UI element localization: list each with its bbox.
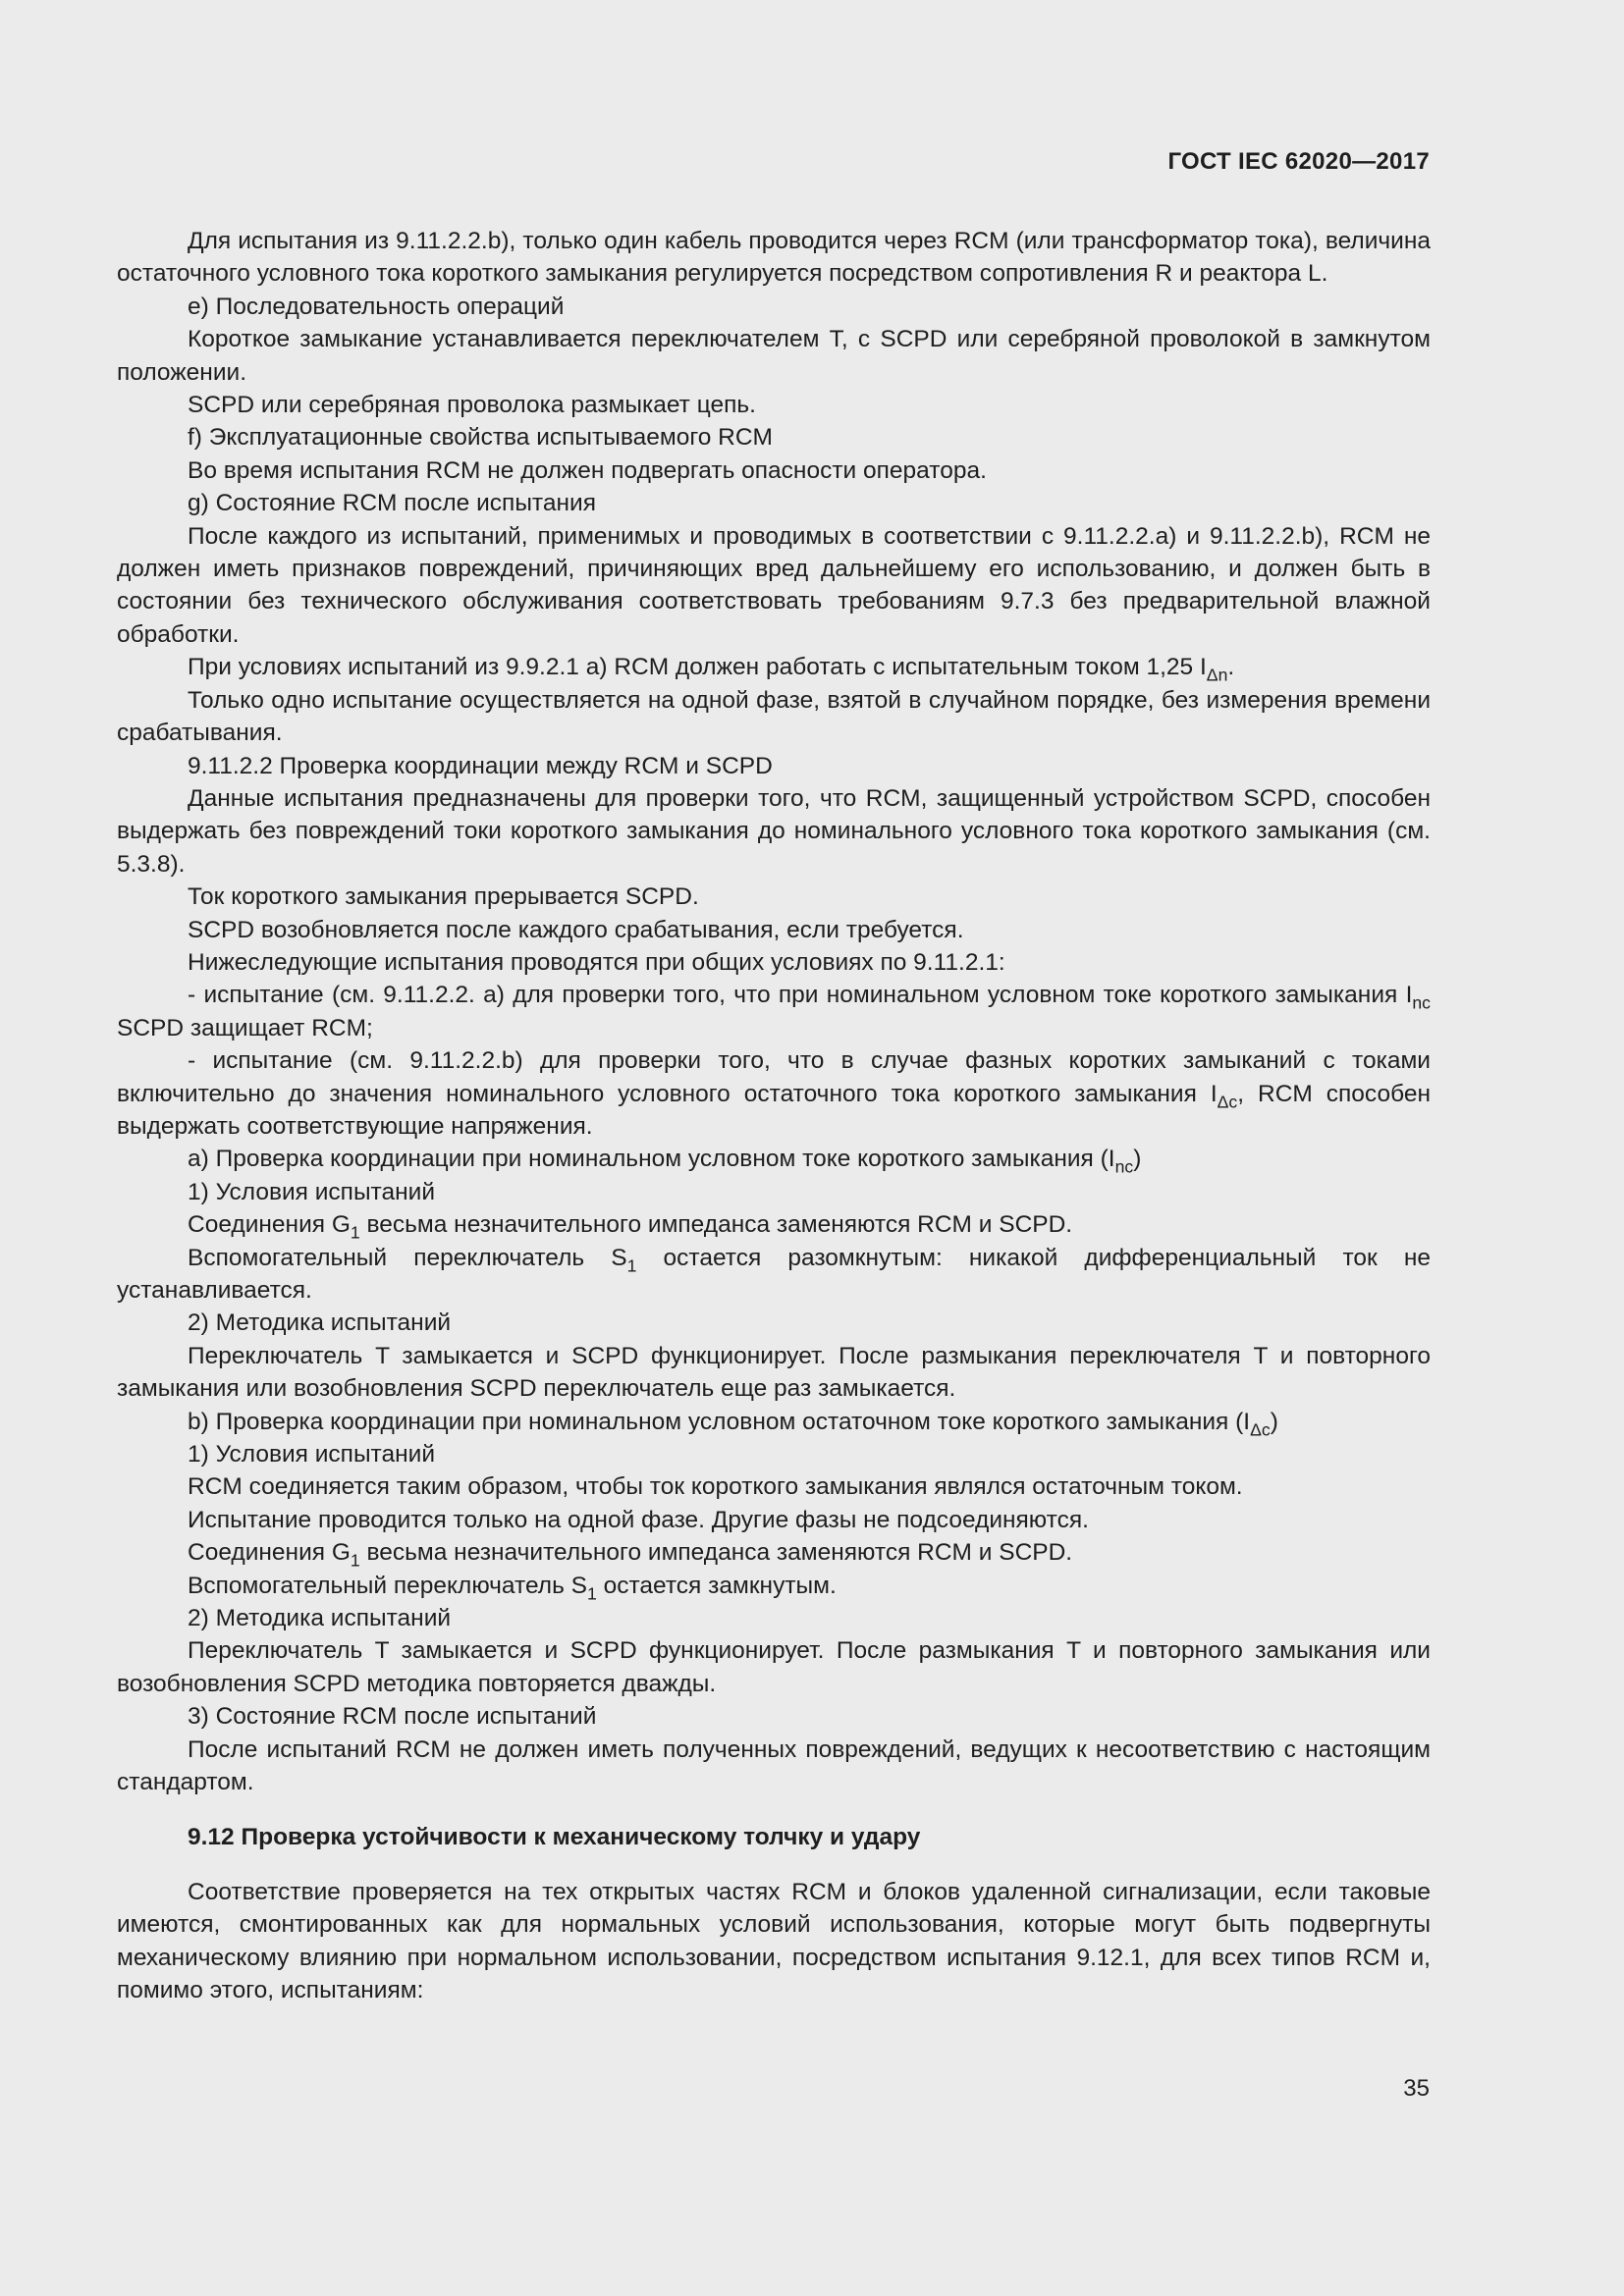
- paragraph-text: Соединения G: [188, 1539, 351, 1567]
- paragraph-text: остается замкнутым.: [596, 1572, 837, 1599]
- paragraph-text: - испытание (см. 9.11.2.2.b) для проверки того, что в случае фазных коротких замыканий с токами включительно до значения номинального условного остаточного тока короткого замыкания I: [117, 1047, 1431, 1107]
- paragraph: Во время испытания RCM не должен подвергать опасности оператора.: [188, 456, 987, 484]
- document-body: [117, 225, 1431, 2007]
- paragraph: [117, 1208, 1431, 1241]
- paragraph: Переключатель T замыкается и SCPD функционирует. После размыкания переключателя T и повторного замыкания или возобновления SCPD переключатель еще раз замыкается.: [117, 1342, 1431, 1403]
- paragraph: g) Состояние RCM после испытания: [188, 490, 596, 517]
- paragraph: [117, 1242, 1431, 1308]
- page-number: 35: [1403, 2075, 1430, 2102]
- paragraph: Соответствие проверяется на тех открытых частях RCM и блоков удаленной сигнализации, если таковые имеются, смонтированных как для нормальных условий использования, которые могут быть подвергнуты механическому влиянию при нормальном использовании, посредством испытания 9.12.1, для всех типов RCM и, помимо этого, испытаниям:: [117, 1878, 1431, 2004]
- subscript: 1: [586, 1583, 597, 1604]
- subscript: nc: [1412, 993, 1431, 1014]
- paragraph-text: весьма незначительного импеданса заменяются RCM и SCPD.: [359, 1539, 1073, 1567]
- paragraph-text: b) Проверка координации при номинальном условном остаточном токе короткого замыкания (I: [188, 1408, 1251, 1435]
- paragraph: SCPD или серебряная проволока размыкает цепь.: [188, 392, 756, 419]
- subscript: 1: [350, 1550, 360, 1571]
- paragraph: [117, 1143, 1431, 1178]
- paragraph-text: весьма незначительного импеданса заменяются RCM и SCPD.: [359, 1211, 1073, 1239]
- paragraph-text: .: [1227, 654, 1235, 681]
- subscript: Δc: [1217, 1092, 1238, 1112]
- paragraph: 9.11.2.2 Проверка координации между RCM и SCPD: [188, 752, 773, 779]
- subscript: nc: [1114, 1157, 1134, 1178]
- paragraph: [117, 651, 1431, 683]
- paragraph: f) Эксплуатационные свойства испытываемого RCM: [188, 424, 773, 452]
- paragraph: 1) Условия испытаний: [188, 1441, 436, 1468]
- document-code-header: ГОСТ IEC 62020—2017: [1167, 148, 1430, 175]
- paragraph: Испытание проводится только на одной фазе. Другие фазы не подсоединяются.: [188, 1506, 1089, 1533]
- paragraph: [117, 1536, 1431, 1569]
- paragraph: [117, 979, 1431, 1044]
- paragraph-text: ): [1133, 1146, 1142, 1173]
- paragraph-text: При условиях испытаний из 9.9.2.1 a) RCM должен работать с испытательным током 1,25 I: [188, 654, 1207, 681]
- paragraph: После испытаний RCM не должен иметь полученных повреждений, ведущих к несоответствию с настоящим стандартом.: [117, 1735, 1431, 1796]
- paragraph: SCPD возобновляется после каждого срабатывания, если требуется.: [188, 916, 964, 943]
- paragraph-text: - испытание (см. 9.11.2.2. a) для проверки того, что при номинальном условном токе короткого замыкания I: [188, 982, 1413, 1009]
- paragraph: RCM соединяется таким образом, чтобы ток короткого замыкания являлся остаточным током.: [188, 1473, 1243, 1501]
- paragraph: [117, 1406, 1431, 1438]
- paragraph: e) Последовательность операций: [188, 293, 565, 320]
- paragraph-text: Соединения G: [188, 1211, 351, 1239]
- paragraph: Нижеследующие испытания проводятся при общих условиях по 9.11.2.1:: [188, 948, 1005, 976]
- section-paragraph-list: [117, 1876, 1431, 2007]
- paragraph: После каждого из испытаний, применимых и проводимых в соответствии с 9.11.2.2.a) и 9.11.2.2.b), RCM не должен иметь признаков повреждений, причиняющих вред дальнейшему его использованию, и должен быть в состоянии без технического обслуживания соответствовать требованиям 9.7.3 без предварительной влажной обработки.: [117, 522, 1431, 648]
- paragraph: Только одно испытание осуществляется на одной фазе, взятой в случайном порядке, без измерения времени срабатывания.: [117, 686, 1431, 747]
- paragraph-text: ): [1270, 1408, 1278, 1435]
- paragraph-text: a) Проверка координации при номинальном условном токе короткого замыкания (I: [188, 1146, 1115, 1173]
- paragraph-text: , RCM способен выдержать соответствующие напряжения.: [117, 1080, 1431, 1140]
- subscript: Δn: [1206, 665, 1228, 685]
- paragraph-text: Вспомогательный переключатель S: [188, 1572, 587, 1599]
- paragraph: Данные испытания предназначены для проверки того, что RCM, защищенный устройством SCPD, способен выдержать без повреждений токи короткого замыкания до номинального условного тока короткого замыкания (см. 5.3.8).: [117, 784, 1431, 878]
- paragraph: Ток короткого замыкания прерывается SCPD.: [188, 883, 699, 911]
- paragraph: Переключатель T замыкается и SCPD функционирует. После размыкания T и повторного замыкания или возобновления SCPD методика повторяется дважды.: [117, 1637, 1431, 1697]
- paragraph: 2) Методика испытаний: [188, 1605, 452, 1632]
- subscript: Δc: [1250, 1419, 1271, 1440]
- paragraph: 2) Методика испытаний: [188, 1309, 452, 1337]
- paragraph: 1) Условия испытаний: [188, 1178, 436, 1205]
- paragraph-text: Вспомогательный переключатель S: [188, 1244, 627, 1271]
- paragraph: 3) Состояние RCM после испытаний: [188, 1703, 597, 1731]
- paragraph: Для испытания из 9.11.2.2.b), только один кабель проводится через RCM (или трансформатор тока), величина остаточного условного тока короткого замыкания регулируется посредством сопротивления R и реактора L.: [117, 228, 1431, 288]
- subscript: 1: [350, 1222, 360, 1243]
- paragraph-text: SCPD защищает RCM;: [117, 1014, 373, 1041]
- section-heading: 9.12 Проверка устойчивости к механическому толчку и удару: [188, 1823, 921, 1850]
- paragraph-text: остается разомкнутым: никакой дифференциальный ток не устанавливается.: [117, 1244, 1432, 1304]
- paragraph: Короткое замыкание устанавливается переключателем T, c SCPD или серебряной проволокой в замкнутом положении.: [117, 326, 1431, 386]
- subscript: 1: [626, 1255, 637, 1276]
- paragraph: [117, 1044, 1431, 1143]
- paragraph: [117, 1570, 1431, 1602]
- paragraph-list: [117, 225, 1431, 1799]
